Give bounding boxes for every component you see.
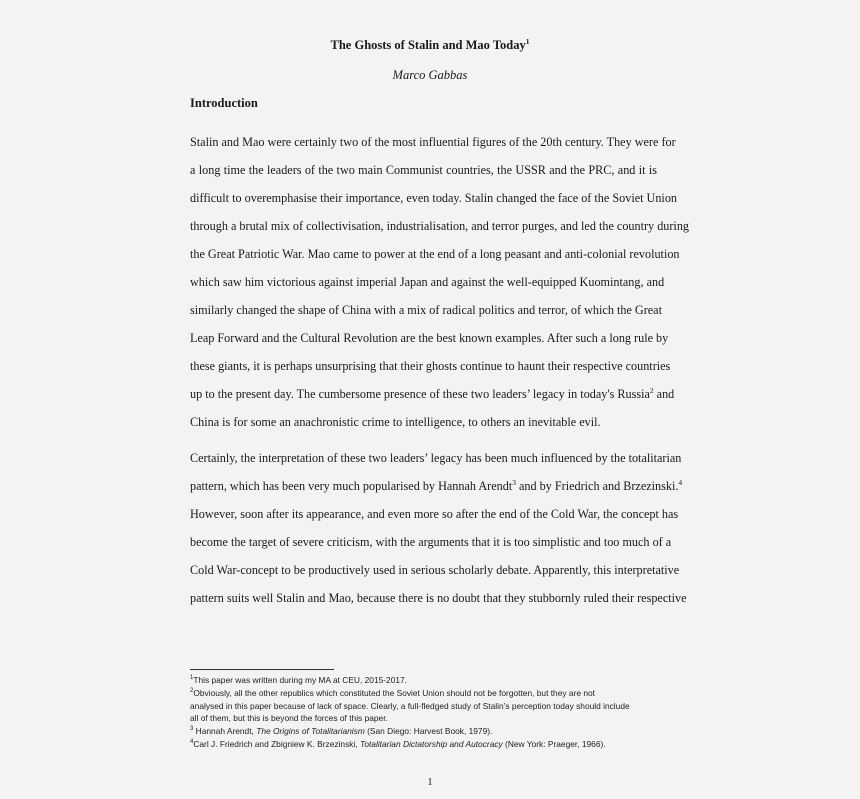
footnotes [190, 674, 670, 751]
text-line: become the target of severe criticism, with the arguments that it is too simplistic and too much of a [190, 535, 672, 549]
paper-title: The Ghosts of Stalin and Mao Today$^1$ [330, 36, 530, 52]
footnote-marker: 3 [512, 477, 516, 487]
footnote-4: $^4$Carl J. Friedrich and Zbigniew K. Brzezinski, Totalitarian Dictatorship and Autocracy (New York: Praeger, 1966). [190, 738, 606, 749]
footnote-2-continued: all of them, but this is beyond the forces of this paper. [190, 713, 388, 724]
text-line: pattern, which has been very much popularised by Hannah Arendt$^3$ and by Friedrich and Brzezinski.$^4$ [190, 477, 683, 493]
text-line: Certainly, the interpretation of these two leaders’ legacy has been much influenced by the totalitarian [190, 451, 682, 465]
text-line: which saw him victorious against imperial Japan and against the well-equipped Kuomintang, and [190, 275, 665, 289]
footnote-marker: 4 [678, 477, 683, 487]
footnote-divider [190, 669, 334, 670]
text-line: the Great Patriotic War. Mao came to power at the end of a long peasant and anti-colonial revolution [190, 247, 680, 261]
text-line: Stalin and Mao were certainly two of the most influential figures of the 20th century. They were for [190, 135, 676, 149]
footnote-2: $^2$Obviously, all the other republics which constituted the Soviet Union should not be forgotten, but they are not [190, 687, 595, 698]
text-line: difficult to overemphasise their importance, even today. Stalin changed the face of the Soviet Union [190, 191, 678, 205]
section-heading: Introduction [190, 96, 258, 110]
text-line: up to the present day. The cumbersome presence of these two leaders’ legacy in today's Russia$^2$ and [190, 385, 675, 401]
text-line: these giants, it is perhaps unsurprising that their ghosts continue to haunt their respective countries [190, 359, 671, 373]
paragraph-2 [190, 444, 687, 612]
author-name: Marco Gabbas [392, 68, 468, 82]
text-line: However, soon after its appearance, and even more so after the end of the Cold War, the concept has [190, 507, 679, 521]
footnote-1: $^1$This paper was written during my MA at CEU, 2015-2017. [190, 675, 408, 685]
footnote-marker: 2 [649, 385, 654, 395]
page-number: 1 [427, 777, 433, 788]
text-line: Cold War-concept to be productively used in serious scholarly debate. Apparently, this interpretative [190, 563, 680, 577]
text-line: similarly changed the shape of China with a mix of radical politics and terror, of which the Great [190, 303, 662, 317]
text-line: a long time the leaders of the two main Communist countries, the USSR and the PRC, and it is [190, 163, 657, 177]
footnote-marker: 1 [525, 36, 530, 46]
text-line: China is for some an anachronistic crime to intelligence, to others an inevitable evil. [190, 415, 601, 429]
text-line: through a brutal mix of collectivisation, industrialisation, and terror purges, and led the country during [190, 219, 690, 233]
footnote-2-continued: analysed in this paper because of lack of space. Clearly, a full-fledged study of Stalin’s perception today should include [190, 700, 630, 711]
paragraph-1 [190, 128, 690, 436]
text-line: pattern suits well Stalin and Mao, because there is no doubt that they stubbornly ruled their respective [190, 591, 687, 605]
footnote-3: $^3$ Hannah Arendt, The Origins of Totalitarianism (San Diego: Harvest Book, 1979). [190, 726, 493, 737]
text-line: Leap Forward and the Cultural Revolution are the best known examples. After such a long rule by [190, 331, 669, 345]
